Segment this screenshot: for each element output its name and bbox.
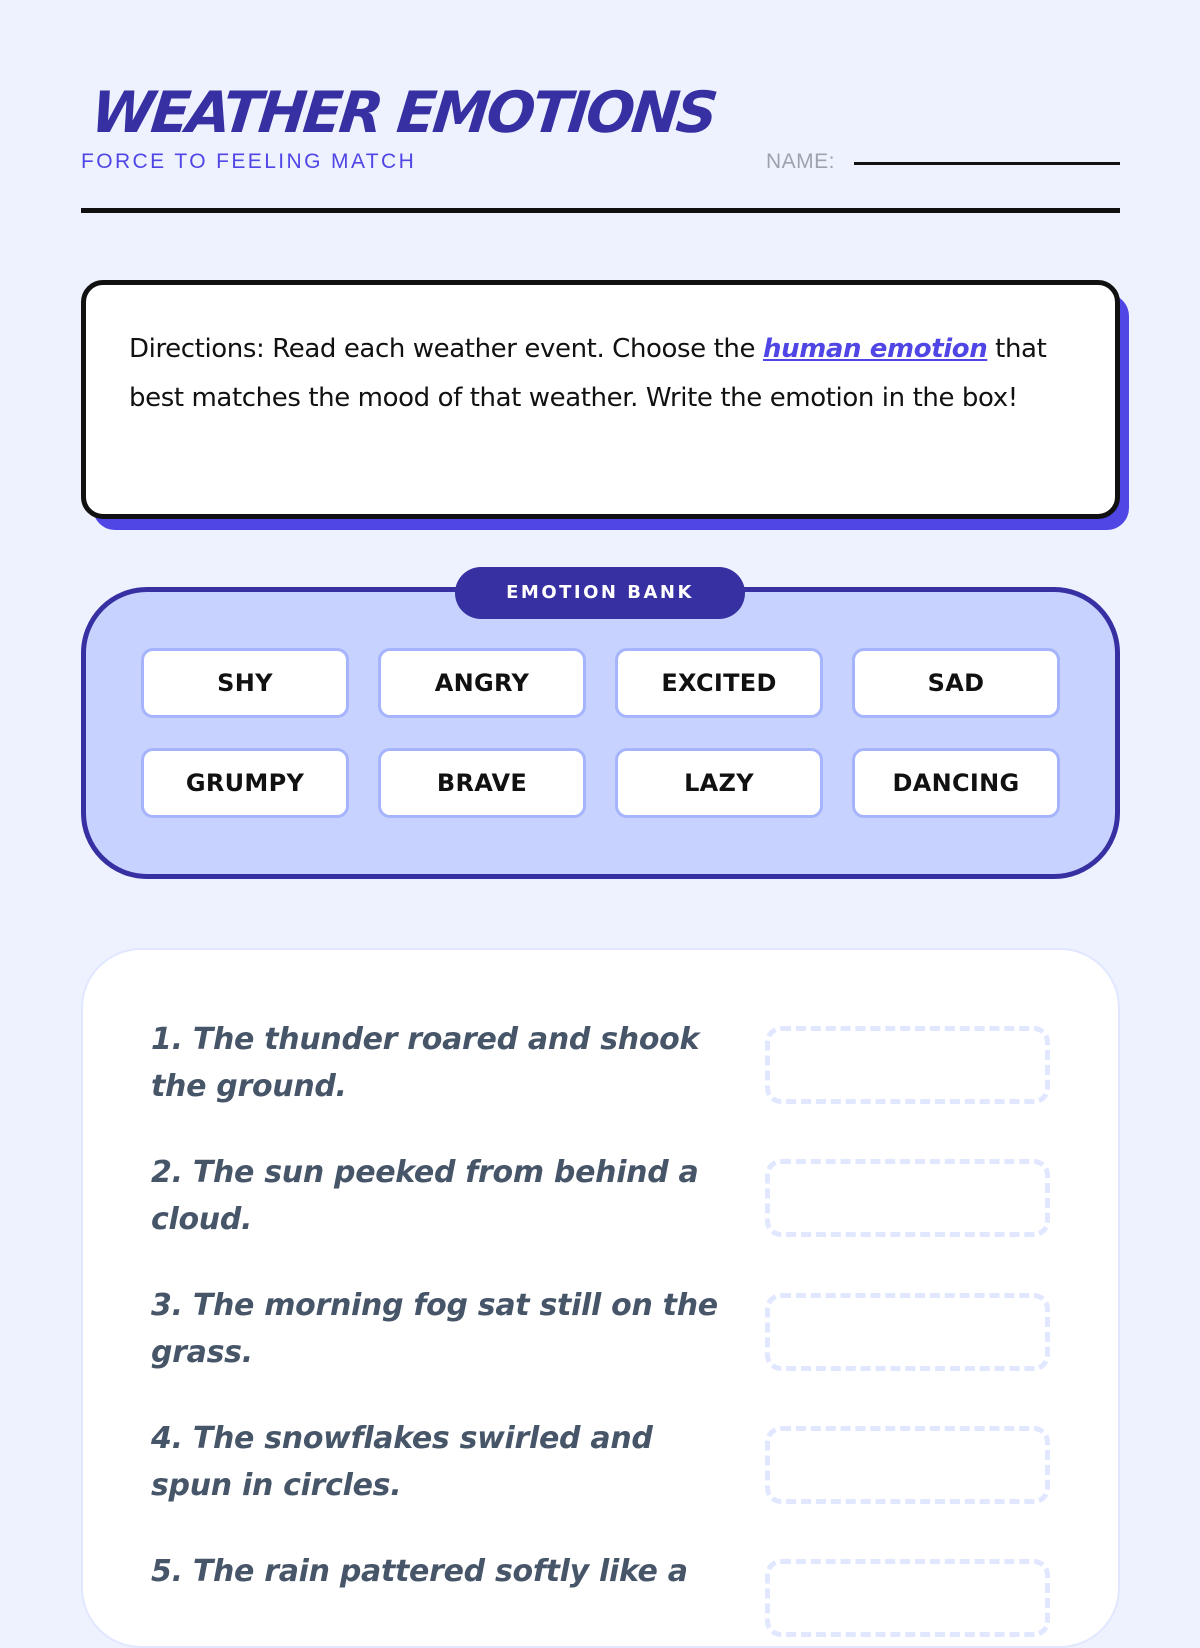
emotion-chip-dancing[interactable]: DANCING	[852, 748, 1060, 818]
answer-box-1[interactable]	[765, 1026, 1050, 1104]
name-field[interactable]	[854, 162, 1120, 165]
emotion-chip-lazy[interactable]: LAZY	[615, 748, 823, 818]
emotion-chip-sad[interactable]: SAD	[852, 648, 1060, 718]
directions-suffix: that best matches the mood of that weather. Write the emotion in the box!	[129, 334, 1047, 413]
directions-text	[129, 325, 1075, 423]
answer-box-5[interactable]	[765, 1559, 1050, 1637]
question-1: 1. The thunder roared and shook the ground.	[151, 1022, 700, 1104]
question-3: 3. The morning fog sat still on the grass.	[151, 1288, 718, 1370]
emotion-bank-words	[141, 648, 1061, 818]
emotion-chip-grumpy[interactable]: GRUMPY	[141, 748, 349, 818]
answer-box-2[interactable]	[765, 1159, 1050, 1237]
emotion-bank-label: EMOTION BANK	[455, 567, 745, 619]
question-2: 2. The sun peeked from behind a cloud.	[151, 1155, 699, 1237]
emotion-chip-excited[interactable]: EXCITED	[615, 648, 823, 718]
header-divider	[81, 208, 1120, 213]
directions-box	[81, 280, 1120, 519]
page-subtitle: FORCE TO FEELING MATCH	[81, 150, 417, 173]
name-label: NAME:	[766, 150, 836, 173]
answer-box-4[interactable]	[765, 1426, 1050, 1504]
page-title: WEATHER EMOTIONS	[88, 80, 719, 146]
emotion-chip-shy[interactable]: SHY	[141, 648, 349, 718]
directions-prefix: Directions: Read each weather event. Choose the	[129, 334, 763, 364]
question-4: 4. The snowflakes swirled and spun in circles.	[151, 1421, 653, 1503]
emotion-chip-angry[interactable]: ANGRY	[378, 648, 586, 718]
directions-emphasis: human emotion	[762, 334, 988, 364]
emotion-chip-brave[interactable]: BRAVE	[378, 748, 586, 818]
answer-box-3[interactable]	[765, 1293, 1050, 1371]
question-5: 5. The rain pattered softly like a	[151, 1554, 688, 1589]
